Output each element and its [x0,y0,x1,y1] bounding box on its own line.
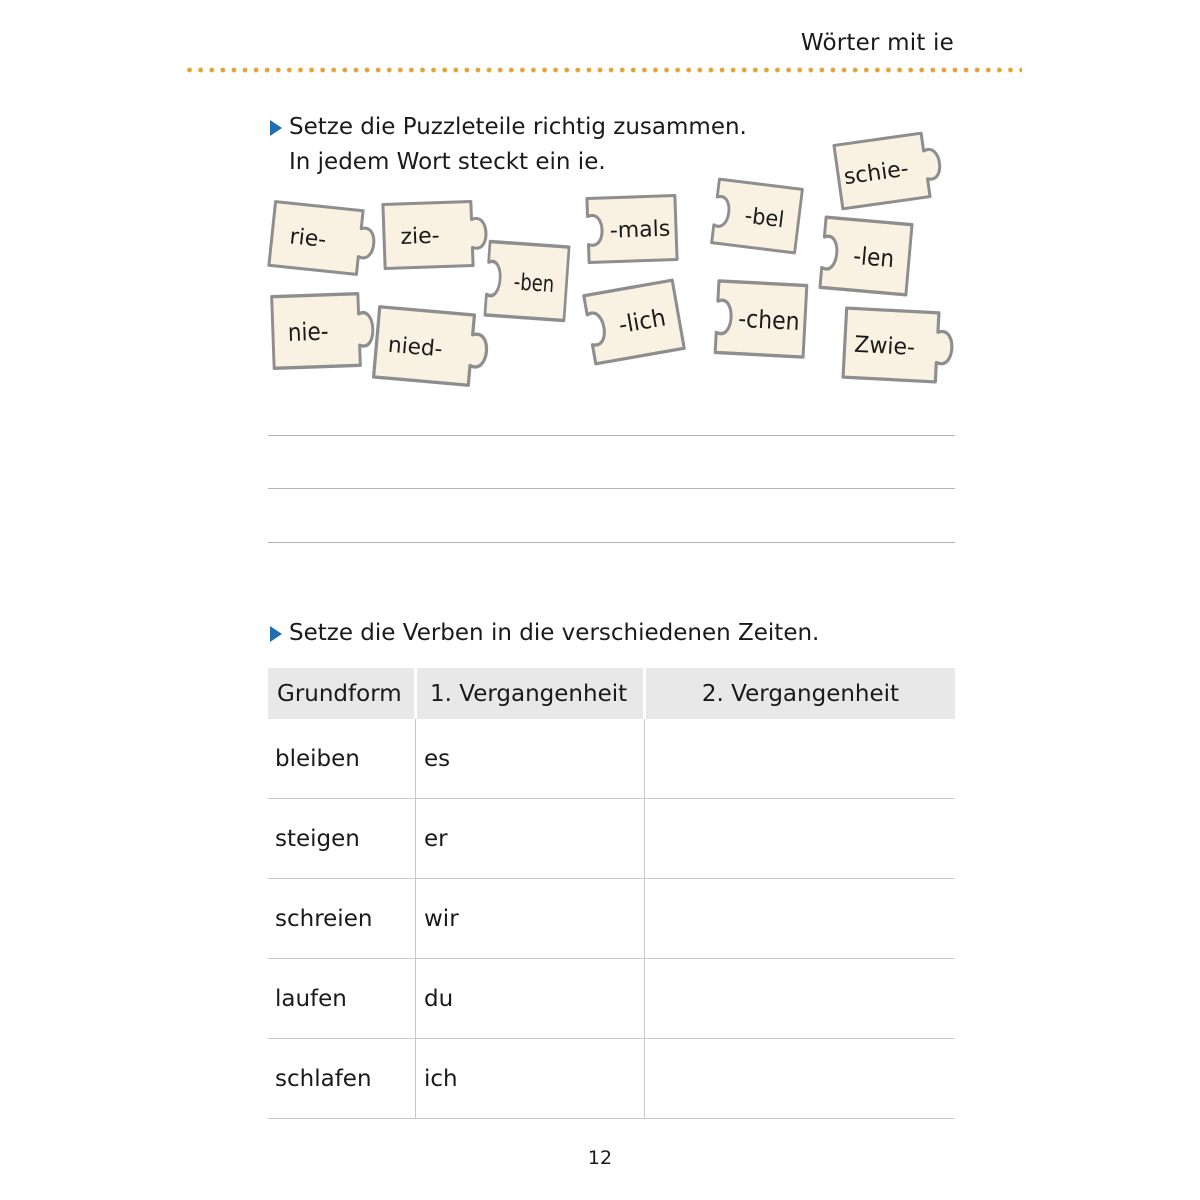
puzzle-piece-label: Zwie- [853,331,916,361]
instruction-line: Setze die Verben in die verschiedenen Zeiten. [289,620,820,646]
puzzle-piece-label: schie- [842,156,911,191]
instruction-line: In jedem Wort steckt ein ie. [289,149,606,175]
puzzle-piece-label: nie- [287,318,330,348]
perfect-tense-cell[interactable] [645,799,956,879]
page-number: 12 [587,1147,613,1169]
table-row [268,719,955,799]
table-row [268,1039,955,1119]
writing-line[interactable] [268,435,955,436]
triangle-arrow-icon [270,120,282,136]
instruction-line: Setze die Puzzleteile richtig zusammen. [289,114,747,140]
puzzle-piece[interactable] [272,293,374,368]
table-row [268,799,955,879]
past-tense-cell[interactable]: ich [416,1039,645,1119]
column-header: Grundform [268,668,416,719]
puzzle-piece-label: -len [852,242,896,274]
puzzle-piece[interactable] [584,280,684,364]
base-form-cell: laufen [268,959,416,1039]
puzzle-piece-label: -lich [616,304,668,340]
puzzle-piece[interactable] [485,242,569,321]
perfect-tense-cell[interactable] [645,959,956,1039]
puzzle-piece[interactable] [374,307,490,387]
puzzle-piece[interactable] [820,217,912,295]
verb-tense-table [268,668,955,1119]
puzzle-piece-label: nied- [386,332,444,363]
perfect-tense-cell[interactable] [645,1039,956,1119]
perfect-tense-cell[interactable] [645,879,956,959]
writing-line[interactable] [268,488,955,489]
task-1-instruction [270,110,747,180]
puzzle-piece-label: -ben [513,268,556,298]
base-form-cell: schlafen [268,1039,416,1119]
past-tense-cell[interactable]: er [416,799,645,879]
writing-line[interactable] [268,542,955,543]
column-header: 1. Vergangenheit [416,668,645,719]
puzzle-piece-label: -bel [743,203,786,234]
table-row [268,959,955,1039]
table-header-row [268,668,955,719]
past-tense-cell[interactable]: wir [416,879,645,959]
puzzle-piece-label: zie- [400,223,441,250]
task-2-instruction [270,616,819,651]
puzzle-piece-label: -chen [737,303,801,337]
base-form-cell: schreien [268,879,416,959]
triangle-arrow-icon [270,626,282,642]
puzzle-piece-label: rie- [288,224,328,254]
dotted-divider [184,67,1022,73]
puzzle-piece[interactable] [587,195,677,262]
puzzle-piece[interactable] [834,131,944,209]
base-form-cell: steigen [268,799,416,879]
page-title: Wörter mit ie [800,30,954,56]
base-form-cell: bleiben [268,719,416,799]
puzzle-piece[interactable] [715,281,807,357]
column-header: 2. Vergangenheit [645,668,956,719]
puzzle-piece[interactable] [269,202,377,276]
puzzle-piece-label: -mals [609,216,671,244]
perfect-tense-cell[interactable] [645,719,956,799]
puzzle-piece[interactable] [712,179,803,253]
puzzle-piece[interactable] [843,308,954,383]
past-tense-cell[interactable]: du [416,959,645,1039]
table-row [268,879,955,959]
past-tense-cell[interactable]: es [416,719,645,799]
puzzle-piece[interactable] [383,201,487,269]
